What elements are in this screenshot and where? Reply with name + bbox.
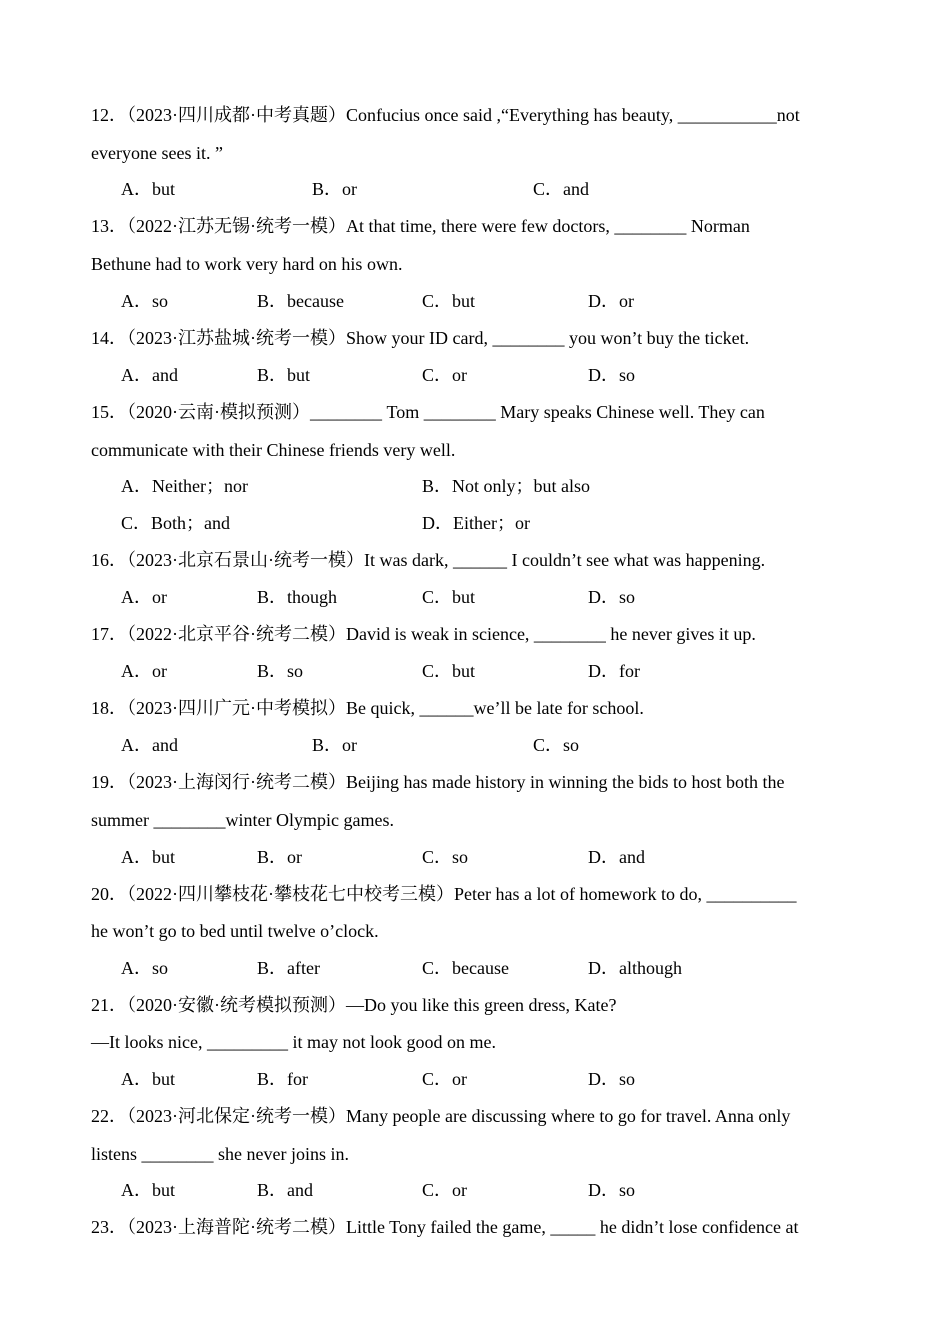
option-b: B．after (257, 958, 320, 978)
question-number: 16． (91, 550, 127, 570)
option-d: D．so (588, 1069, 636, 1089)
question-text: Beijing has made history in winning the bids to host both the (346, 772, 785, 792)
question-21-stem (91, 993, 616, 1017)
option-c: C．but (422, 661, 476, 681)
option-c: C．or (422, 1069, 467, 1089)
question-22-stem (91, 1104, 790, 1128)
option-c: C．but (422, 587, 476, 607)
option-b: B．so (257, 661, 304, 681)
question-text-continued: Bethune had to work very hard on his own. (91, 254, 403, 274)
question-source: （2023·上海闵行·统考二模） (127, 772, 346, 792)
question-text: Little Tony failed the game, _____ he didn’t lose confidence at (346, 1217, 799, 1237)
question-text-continued: everyone sees it. ” (91, 143, 223, 163)
question-number: 14． (91, 328, 127, 348)
option-c: C．or (422, 365, 467, 385)
question-number: 13． (91, 216, 127, 236)
question-text-continued: listens ________ she never joins in. (91, 1144, 349, 1164)
question-number: 12． (91, 105, 127, 125)
option-d: D．Either；or (422, 513, 530, 533)
option-c: C．so (422, 847, 469, 867)
question-13-stem (91, 214, 750, 238)
question-source: （2020·云南·模拟预测） (127, 402, 310, 422)
question-text: David is weak in science, ________ he never gives it up. (346, 624, 756, 644)
option-d: D．so (588, 1180, 636, 1200)
question-source: （2022·北京平谷·统考二模） (127, 624, 346, 644)
option-c: C．and (533, 179, 589, 199)
question-source: （2020·安徽·统考模拟预测） (127, 995, 346, 1015)
question-source: （2023·河北保定·统考一模） (127, 1106, 346, 1126)
option-a: A．Neither；nor (121, 476, 248, 496)
option-c: C．because (422, 958, 509, 978)
option-b: B．and (257, 1180, 313, 1200)
question-text: Show your ID card, ________ you won’t buy the ticket. (346, 328, 750, 348)
question-number: 18． (91, 698, 127, 718)
question-number: 21． (91, 995, 127, 1015)
question-text: Be quick, ______we’ll be late for school. (346, 698, 644, 718)
option-b: B．because (257, 291, 344, 311)
option-a: A．and (121, 735, 178, 755)
question-number: 17． (91, 624, 127, 644)
option-a: A．but (121, 1069, 175, 1089)
option-b: B．for (257, 1069, 308, 1089)
option-b: B．or (257, 847, 302, 867)
question-number: 23． (91, 1217, 127, 1237)
option-b: B．Not only；but also (422, 476, 591, 496)
question-source: （2022·江苏无锡·统考一模） (127, 216, 346, 236)
question-19-stem (91, 770, 784, 794)
question-text-continued: —It looks nice, _________ it may not look good on me. (91, 1032, 496, 1052)
question-source: （2023·上海普陀·统考二模） (127, 1217, 346, 1237)
question-source: （2023·江苏盐城·统考一模） (127, 328, 346, 348)
question-text: ________ Tom ________ Mary speaks Chinese well. They can (310, 402, 765, 422)
option-c: C．Both；and (121, 513, 231, 533)
option-a: A．so (121, 291, 169, 311)
question-source: （2023·四川成都·中考真题） (127, 105, 346, 125)
question-source: （2022·四川攀枝花·攀枝花七中校考三模） (127, 884, 454, 904)
question-text: Many people are discussing where to go for travel. Anna only (346, 1106, 791, 1126)
question-15-stem (91, 400, 765, 424)
question-17-stem (91, 622, 756, 646)
option-a: A．but (121, 847, 175, 867)
question-14-stem (91, 326, 749, 350)
option-d: D．so (588, 587, 636, 607)
question-23-stem (91, 1215, 798, 1239)
option-c: C．but (422, 291, 476, 311)
option-d: D．or (588, 291, 634, 311)
question-12-stem (91, 103, 800, 127)
option-a: A．or (121, 587, 167, 607)
question-20-stem (91, 882, 796, 906)
option-c: C．or (422, 1180, 467, 1200)
option-d: D．although (588, 958, 682, 978)
question-16-stem (91, 548, 765, 572)
question-source: （2023·四川广元·中考模拟） (127, 698, 346, 718)
option-a: A．but (121, 1180, 175, 1200)
option-b: B．but (257, 365, 311, 385)
option-a: A．but (121, 179, 175, 199)
option-d: D．for (588, 661, 640, 681)
question-text-continued: communicate with their Chinese friends very well. (91, 440, 456, 460)
question-number: 22． (91, 1106, 127, 1126)
question-text-continued: summer ________winter Olympic games. (91, 810, 394, 830)
question-number: 15． (91, 402, 127, 422)
question-number: 19． (91, 772, 127, 792)
question-source: （2023·北京石景山·统考一模） (127, 550, 364, 570)
question-text: Peter has a lot of homework to do, __________ (454, 884, 797, 904)
option-b: B．or (312, 735, 357, 755)
option-a: A．and (121, 365, 178, 385)
question-text: At that time, there were few doctors, ________ Norman (346, 216, 750, 236)
question-number: 20． (91, 884, 127, 904)
question-18-stem (91, 696, 644, 720)
option-b: B．or (312, 179, 357, 199)
question-text-continued: he won’t go to bed until twelve o’clock. (91, 921, 379, 941)
option-a: A．so (121, 958, 169, 978)
question-text: It was dark, ______ I couldn’t see what was happening. (364, 550, 766, 570)
option-d: D．and (588, 847, 645, 867)
option-d: D．so (588, 365, 636, 385)
question-text: Confucius once said ,“Everything has beauty, ___________not (346, 105, 800, 125)
option-c: C．so (533, 735, 580, 755)
question-text: —Do you like this green dress, Kate? (346, 995, 617, 1015)
option-a: A．or (121, 661, 167, 681)
option-b: B．though (257, 587, 338, 607)
